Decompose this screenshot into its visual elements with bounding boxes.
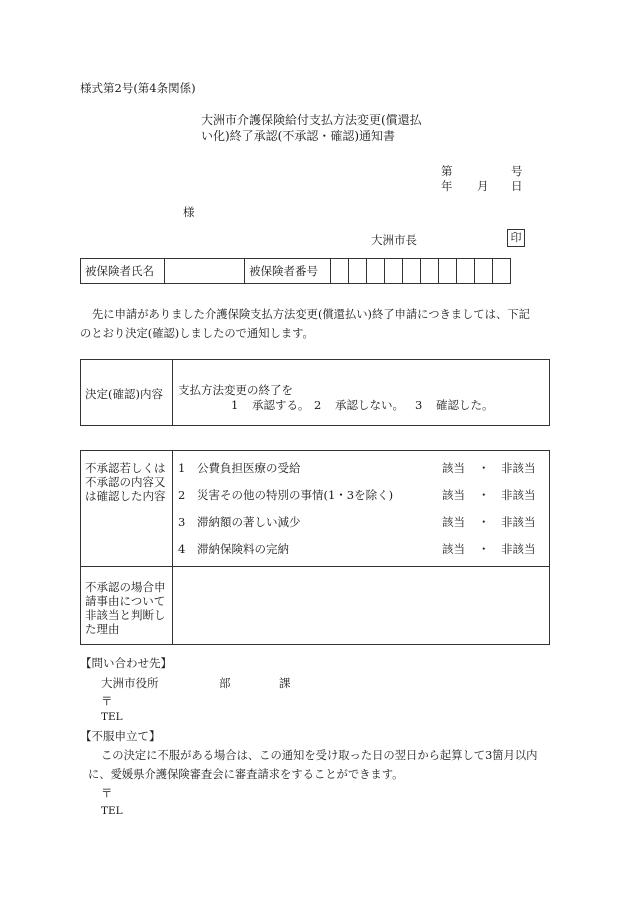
disapproval-item-3-sep: ・ [478,515,490,529]
decision-option-2[interactable]: 2 承認しない。 [314,398,404,412]
disapproval-label-line-2: 不承認の内容又 [85,475,166,489]
insured-number-digit[interactable] [367,259,385,284]
contact-office: 大洲市役所 [101,676,159,690]
disapproval-item-1-no[interactable]: 非該当 [501,461,536,475]
disapproval-item-1-yes[interactable]: 該当 [442,461,465,475]
insured-number-digit[interactable] [331,259,349,284]
disapproval-item-1: 1 公費負担医療の受給 [178,461,301,475]
contact-ka: 課 [279,676,291,690]
insured-name-label: 被保険者氏名 [81,259,165,284]
insured-number-digit[interactable] [421,259,439,284]
disapproval-item-4-no[interactable]: 非該当 [501,542,536,556]
disapproval-item-4-yes[interactable]: 該当 [442,542,465,556]
appeal-postal: 〒 [101,786,113,800]
appeal-tel: TEL [101,805,123,817]
insured-number-digit[interactable] [385,259,403,284]
disapproval-box [80,450,550,645]
appeal-heading: 【不服申立て】 [80,729,161,743]
disapproval-item-2-no[interactable]: 非該当 [501,488,536,502]
seal-stamp: 印 [507,229,525,247]
insured-number-digit[interactable] [475,259,493,284]
insured-table [80,258,511,284]
title-line-2: い化)終了承認(不承認・確認)通知書 [201,129,396,143]
doc-no-dai: 第 [441,164,453,178]
addressee-suffix: 様 [183,205,195,219]
reason-label-line-3: 非該当と判断し [85,608,166,622]
date-month: 月 [477,179,489,193]
contact-tel: TEL [101,711,123,723]
title-line-1: 大洲市介護保険給付支払方法変更(償還払 [201,113,422,127]
disapproval-label-line-3: は確認した内容 [85,489,166,503]
decision-line-1: 支払方法変更の終了を [178,383,293,397]
date-year: 年 [441,179,453,193]
disapproval-item-3-yes[interactable]: 該当 [442,515,465,529]
body-line-1: 先に申請がありました介護保険支払方法変更(償還払い)終了申請につきましては、下記 [92,308,530,321]
contact-heading: 【問い合わせ先】 [80,656,172,670]
doc-no-go: 号 [511,164,523,178]
insured-number-digit[interactable] [439,259,457,284]
reason-label-line-1: 不承認の場合申 [85,580,166,594]
disapproval-item-4: 4 滞納保険料の完納 [178,542,289,556]
reason-label-line-2: 請事由について [85,594,166,608]
disapproval-item-1-sep: ・ [478,461,490,475]
decision-label: 決定(確認)内容 [85,387,163,401]
insured-number-digit[interactable] [403,259,421,284]
appeal-line-1: この決定に不服がある場合は、この通知を受け取った日の翌日から起算して3箇月以内 [101,749,538,762]
decision-option-3[interactable]: 3 確認した。 [415,398,494,412]
body-line-2: のとおり決定(確認)しましたので通知します。 [80,327,314,340]
reason-value[interactable] [173,567,550,645]
date-day: 日 [511,179,523,193]
insured-number-digit[interactable] [457,259,475,284]
reason-label-line-4: た理由 [85,622,120,636]
disapproval-item-3-no[interactable]: 非該当 [501,515,536,529]
disapproval-item-3: 3 滞納額の著しい減少 [178,515,301,529]
insured-number-digit[interactable] [493,259,511,284]
disapproval-label-line-1: 不承認若しくは [85,461,166,475]
appeal-line-2: に、愛媛県介護保険審査会に審査請求をすることができます。 [88,768,404,781]
insured-number-digit[interactable] [349,259,367,284]
insured-name-value[interactable] [165,259,245,284]
disapproval-item-2: 2 災害その他の特別の事情(1・3を除く) [178,488,394,502]
decision-box [80,359,550,426]
issuer: 大洲市長 [371,233,417,247]
form-number: 様式第2号(第4条関係) [80,81,196,95]
disapproval-item-4-sep: ・ [478,542,490,556]
contact-bu: 部 [219,676,231,690]
disapproval-item-2-yes[interactable]: 該当 [442,488,465,502]
contact-postal: 〒 [101,694,113,708]
insured-number-label: 被保険者番号 [245,259,331,284]
decision-option-1[interactable]: 1 承認する。 [231,398,310,412]
disapproval-item-2-sep: ・ [478,488,490,502]
